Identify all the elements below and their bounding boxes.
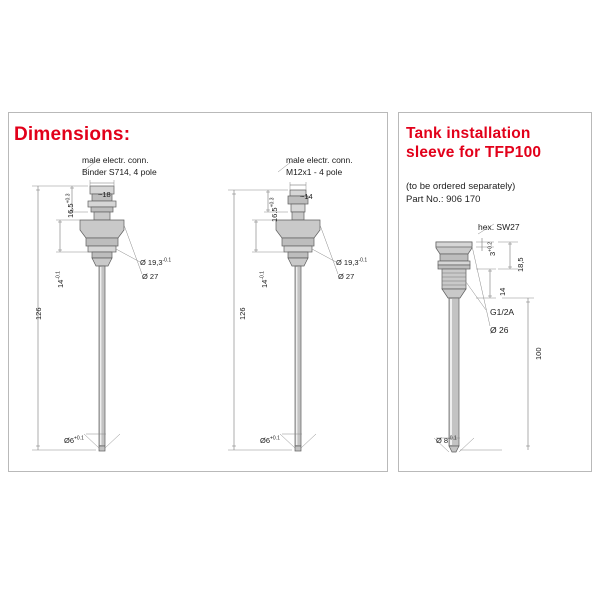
dim-m12-conn-dia: ~14 (300, 192, 313, 201)
dim-sleeve-length: 100 (534, 347, 543, 360)
tank-note-line2: Part No.: 906 170 (406, 194, 481, 205)
callout-m12-line1: male electr. conn. (286, 155, 353, 165)
callout-hex-sw27: hex. SW27 (478, 222, 520, 232)
dim-binder-body-dia: Ø 27 (142, 272, 159, 281)
dim-m12-conn-height: $16.5^{+0.3}$ (269, 197, 279, 222)
dim-m12-hex-height: $14^{-0.1}$ (259, 271, 269, 288)
dim-sleeve-thread-height: 14 (498, 287, 507, 296)
callout-binder-line2: Binder S714, 4 pole (82, 167, 157, 177)
drawing-tank-sleeve (398, 112, 592, 472)
dim-sleeve-overall-top: 18,5 (516, 257, 525, 272)
tank-note-line1: (to be ordered separately) (406, 181, 516, 192)
dim-m12-probe-dia: $Ø6^{+0.1}$ (260, 435, 280, 445)
dim-sleeve-thread: G1/2A (490, 307, 515, 317)
callout-m12-line2: M12x1 - 4 pole (286, 167, 343, 177)
drawing-variant-m12 (208, 112, 388, 472)
dim-sleeve-hex-dia: Ø 26 (490, 325, 509, 335)
tank-title-line1: Tank installation (406, 125, 531, 142)
dim-sleeve-top-height: $3^{+0.2}$ (487, 241, 497, 256)
dim-binder-flange-dia: Ø $19,3^{-0.1}$ (140, 257, 172, 267)
dim-binder-conn-height: $16.5^{+0.3}$ (65, 193, 75, 218)
dim-m12-body-dia: Ø 27 (338, 272, 355, 281)
dim-binder-total-length: 126 (34, 307, 43, 320)
callout-binder-line1: male electr. conn. (82, 155, 149, 165)
tank-title-line2: sleeve for TFP100 (406, 144, 542, 161)
dim-binder-probe-dia: $Ø6^{+0.1}$ (64, 435, 84, 445)
dim-m12-total-length: 126 (238, 307, 247, 320)
dim-binder-hex-height: $14^{-0.1}$ (55, 271, 65, 288)
dim-binder-conn-dia: ~18 (98, 190, 111, 199)
dim-m12-flange-dia: Ø $19,3^{-0.1}$ (336, 257, 368, 267)
page-title: Dimensions: (14, 124, 131, 145)
dim-sleeve-bore-dia: Ø $8^{-0.1}$ (436, 435, 457, 445)
